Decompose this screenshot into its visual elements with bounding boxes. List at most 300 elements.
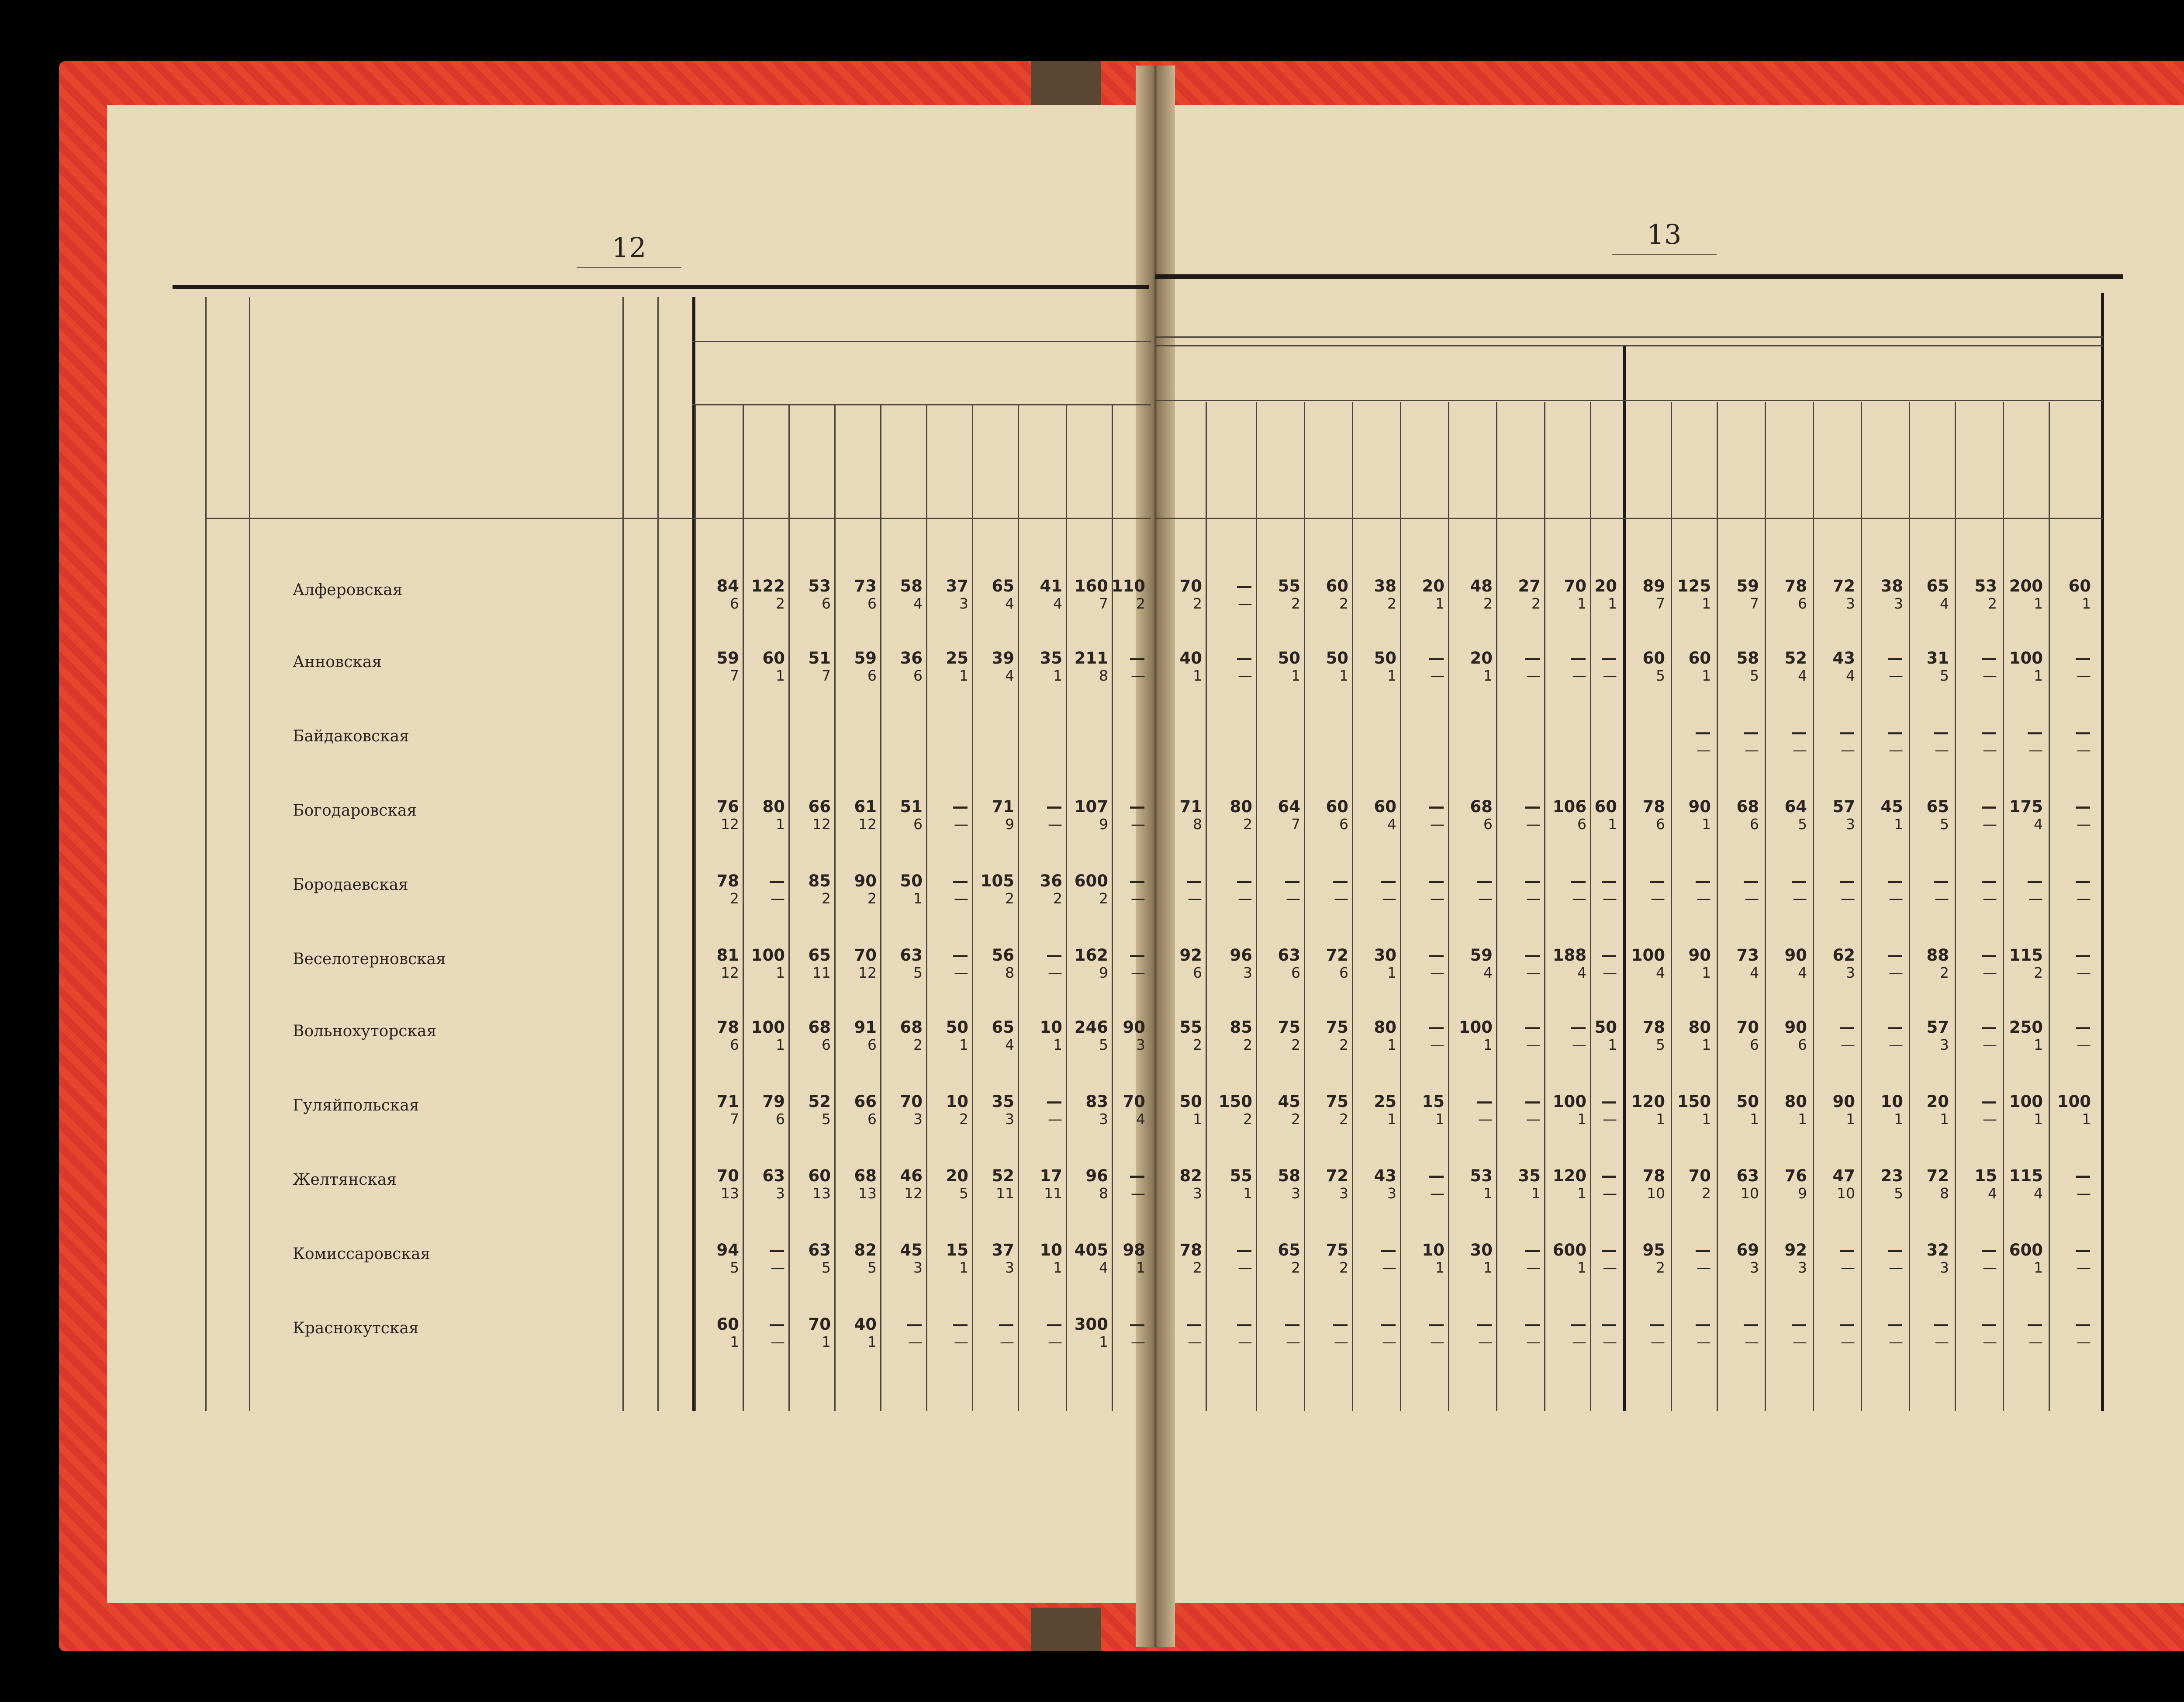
value-average: 20: [1594, 577, 1617, 595]
value-average: —: [1332, 1315, 1348, 1334]
value-average: 63: [762, 1166, 785, 1185]
cell-nadel: [828, 947, 877, 982]
value-average: —: [1236, 577, 1252, 595]
value-average: 115: [2009, 1166, 2043, 1185]
cell-nadel: [828, 872, 877, 907]
value-average: 37: [946, 577, 968, 595]
cell-rented: [1994, 724, 2043, 759]
value-count: —: [1382, 1333, 1396, 1350]
cell-rented: [1710, 798, 1759, 833]
value-average: —: [1380, 872, 1396, 890]
cell-nadel: [965, 1167, 1014, 1202]
value-average: 78: [1784, 577, 1807, 595]
cell-rented: [1758, 1019, 1807, 1054]
value-average: —: [1981, 1092, 1997, 1111]
cell-rented: [1854, 1167, 1903, 1202]
right-page: [1155, 105, 2184, 1603]
value-count: —: [1889, 890, 1903, 907]
value-count: 6: [913, 816, 923, 833]
value-average: 15: [1422, 1092, 1444, 1111]
value-average: 92: [1179, 946, 1202, 965]
value-average: 71: [1179, 797, 1202, 816]
cell-bought: [1203, 578, 1252, 612]
value-average: —: [2075, 946, 2091, 965]
cell-rented: [2042, 1167, 2091, 1202]
value-average: —: [1046, 1092, 1062, 1111]
value-average: 96: [1085, 1166, 1108, 1185]
cell-bought: [1153, 650, 1202, 685]
cell-bought: [1568, 947, 1617, 982]
value-average: 50: [1326, 649, 1348, 668]
cell-bought: [1492, 578, 1541, 612]
value-average: 85: [808, 872, 831, 890]
value-average: 50: [1736, 1092, 1759, 1111]
value-average: 82: [1179, 1166, 1202, 1185]
cell-nadel: [690, 798, 739, 833]
value-average: 80: [1374, 1018, 1396, 1037]
value-count: 4: [2034, 816, 2043, 833]
value-count: 1: [776, 964, 785, 981]
value-average: 68: [808, 1018, 831, 1037]
cell-nadel: [965, 872, 1014, 907]
column-divider: [657, 404, 659, 1411]
district-name-text: Краснокутская: [293, 1319, 422, 1337]
cell-rented: [1662, 798, 1711, 833]
value-average: —: [1887, 946, 1903, 965]
value-count: 1: [1053, 1259, 1062, 1276]
cell-nadel: [828, 650, 877, 685]
value-count: 9: [1005, 816, 1014, 833]
cell-rented: [1616, 1167, 1665, 1202]
value-count: —: [1983, 890, 1997, 907]
value-count: —: [2077, 816, 2091, 833]
value-average: —: [1524, 1018, 1541, 1037]
value-average: 58: [900, 577, 923, 595]
value-average: 600: [1552, 1241, 1586, 1259]
cell-bought: [1251, 1316, 1300, 1351]
value-average: 80: [1688, 1018, 1711, 1037]
value-count: 1: [1483, 667, 1493, 684]
cell-rented: [1948, 1093, 1997, 1128]
cell-nadel: [874, 578, 923, 612]
district-name: [293, 1319, 618, 1337]
value-count: —: [1131, 1333, 1145, 1350]
value-average: —: [1524, 1241, 1541, 1259]
cell-nadel: [782, 798, 831, 833]
header-rule-right: [1155, 274, 2123, 279]
value-average: —: [1887, 1315, 1903, 1334]
value-average: 53: [808, 577, 831, 595]
value-average: 56: [992, 946, 1014, 965]
value-count: 5: [1940, 816, 1949, 833]
value-count: 1: [776, 1036, 785, 1053]
cell-rented: [1710, 578, 1759, 612]
cell-rented: [1948, 872, 1997, 907]
value-average: —: [1236, 1315, 1252, 1334]
cell-rented: [1710, 724, 1759, 759]
value-average: —: [1839, 723, 1855, 742]
cell-bought: [1348, 1167, 1396, 1202]
cell-rented: [1758, 724, 1807, 759]
value-average: —: [952, 797, 968, 816]
value-count: 12: [904, 1185, 923, 1202]
cell-bought: [1444, 1316, 1493, 1351]
value-average: 59: [716, 649, 739, 668]
value-count: 7: [1750, 595, 1759, 612]
value-count: 10: [1647, 1185, 1665, 1202]
value-count: 3: [1846, 964, 1855, 981]
value-average: 70: [1736, 1018, 1759, 1037]
value-count: —: [1286, 1333, 1300, 1350]
value-count: 3: [1291, 1185, 1300, 1202]
value-count: 4: [1053, 595, 1062, 612]
value-count: —: [1889, 1259, 1903, 1276]
cell-rented: [1854, 1242, 1903, 1276]
value-average: —: [1601, 1315, 1617, 1334]
district-name-text: Веселотерновская: [293, 950, 449, 968]
value-average: —: [1887, 1241, 1903, 1259]
cell-nadel: [874, 798, 923, 833]
cell-bought: [1348, 947, 1396, 982]
cell-bought: [1203, 650, 1252, 685]
cell-bought: [1396, 1167, 1444, 1202]
cell-bought: [1348, 650, 1396, 685]
value-average: 100: [1552, 1092, 1586, 1111]
value-count: 2: [1099, 890, 1108, 907]
value-average: 76: [716, 797, 739, 816]
value-average: —: [1981, 723, 1997, 742]
value-count: 6: [1750, 816, 1759, 833]
value-count: 2: [1243, 816, 1252, 833]
value-count: 13: [812, 1185, 831, 1202]
value-count: 1: [913, 890, 923, 907]
value-average: 188: [1552, 946, 1586, 965]
header-divider: [1155, 336, 2103, 338]
value-average: 64: [1784, 797, 1807, 816]
cell-rented: [1758, 1242, 1807, 1276]
value-count: —: [1188, 890, 1202, 907]
value-average: —: [1524, 1092, 1541, 1111]
value-average: 75: [1326, 1241, 1348, 1259]
cell-bought: [1492, 1242, 1541, 1276]
value-count: 1: [1053, 667, 1062, 684]
value-average: —: [1524, 649, 1541, 668]
value-count: 5: [1656, 1036, 1665, 1053]
value-count: 3: [1894, 595, 1903, 612]
value-count: 6: [776, 1110, 785, 1128]
cell-bought: [1153, 1093, 1202, 1128]
cell-nadel: [1013, 1019, 1062, 1054]
value-average: —: [2075, 872, 2091, 890]
value-count: —: [1983, 1333, 1997, 1350]
value-count: —: [1935, 890, 1949, 907]
value-average: 68: [1470, 797, 1493, 816]
value-count: 2: [1339, 1259, 1348, 1276]
value-average: —: [1332, 872, 1348, 890]
cell-bought: [1568, 1316, 1617, 1351]
value-count: —: [1983, 741, 1997, 758]
cell-bought: [1251, 1167, 1300, 1202]
cell-nadel: [782, 872, 831, 907]
value-count: —: [954, 1333, 968, 1350]
value-average: 40: [854, 1315, 877, 1334]
value-count: —: [1430, 1036, 1444, 1053]
value-average: 100: [2009, 649, 2043, 668]
value-count: 8: [1099, 667, 1108, 684]
value-count: —: [1745, 741, 1759, 758]
cell-nadel: [1096, 1093, 1145, 1128]
value-count: 3: [1099, 1110, 1108, 1128]
header-divider: [692, 341, 1151, 342]
value-average: 60: [762, 649, 785, 668]
value-average: —: [1601, 872, 1617, 890]
value-average: 58: [1736, 649, 1759, 668]
value-average: —: [2027, 872, 2043, 890]
value-count: 2: [1291, 1110, 1300, 1128]
value-average: —: [1236, 649, 1252, 668]
value-count: —: [1430, 890, 1444, 907]
value-count: —: [1841, 741, 1855, 758]
value-count: 1: [1339, 667, 1348, 684]
cell-nadel: [919, 1167, 968, 1202]
value-count: —: [2028, 1333, 2043, 1350]
value-average: —: [769, 1315, 785, 1334]
cell-nadel: [690, 872, 739, 907]
cell-bought: [1444, 947, 1493, 982]
cell-bought: [1153, 1019, 1202, 1054]
cell-rented: [1616, 1242, 1665, 1276]
cell-bought: [1568, 578, 1617, 612]
value-count: 2: [1243, 1110, 1252, 1128]
value-average: 10: [946, 1092, 968, 1111]
value-average: —: [1601, 1166, 1617, 1185]
value-average: 30: [1470, 1241, 1493, 1259]
value-average: —: [1129, 1166, 1145, 1185]
value-count: 4: [1750, 964, 1759, 981]
value-average: —: [1601, 649, 1617, 668]
value-count: 4: [2034, 1185, 2043, 1202]
district-name: [293, 653, 618, 671]
value-count: 2: [1291, 1259, 1300, 1276]
cell-rented: [1710, 650, 1759, 685]
value-average: 211: [1074, 649, 1108, 668]
cell-nadel: [690, 1167, 739, 1202]
value-count: —: [1983, 667, 1997, 684]
value-average: 125: [1677, 577, 1711, 595]
value-average: 79: [762, 1092, 785, 1111]
value-average: 70: [1123, 1092, 1145, 1111]
value-count: 3: [1798, 1259, 1807, 1276]
value-count: 3: [959, 595, 968, 612]
value-average: 60: [1594, 797, 1617, 816]
value-average: 106: [1552, 797, 1586, 816]
cell-rented: [1806, 724, 1855, 759]
value-count: 4: [1005, 1036, 1014, 1053]
value-count: 1: [1483, 1259, 1493, 1276]
cell-rented: [1854, 1093, 1903, 1128]
cell-rented: [1758, 1167, 1807, 1202]
cell-nadel: [736, 798, 785, 833]
cell-rented: [2042, 872, 2091, 907]
value-average: 40: [1179, 649, 1202, 668]
cell-bought: [1444, 798, 1493, 833]
cell-nadel: [1096, 798, 1145, 833]
district-name-text: Бородаевская: [293, 876, 411, 894]
value-count: 3: [913, 1259, 923, 1276]
value-average: —: [1129, 649, 1145, 668]
value-average: 84: [716, 577, 739, 595]
value-average: 246: [1074, 1018, 1108, 1037]
value-count: —: [2077, 890, 2091, 907]
value-count: 6: [822, 595, 831, 612]
cell-nadel: [919, 1093, 968, 1128]
value-count: 7: [1656, 595, 1665, 612]
cell-rented: [1900, 1242, 1949, 1276]
value-average: 60: [1688, 649, 1711, 668]
value-average: —: [2075, 723, 2091, 742]
cell-rented: [1854, 650, 1903, 685]
cell-bought: [1492, 1167, 1541, 1202]
value-average: 10: [1040, 1018, 1062, 1037]
value-average: 50: [900, 872, 923, 890]
value-average: —: [1791, 872, 1807, 890]
value-average: —: [1524, 797, 1541, 816]
cell-rented: [1806, 1093, 1855, 1128]
cell-bought: [1251, 578, 1300, 612]
cell-rented: [1758, 872, 1807, 907]
cell-rented: [1806, 1167, 1855, 1202]
value-average: 78: [1179, 1241, 1202, 1259]
value-average: —: [2075, 797, 2091, 816]
cell-rented: [2042, 1316, 2091, 1351]
cell-bought: [1299, 947, 1348, 982]
value-count: —: [1238, 1333, 1252, 1350]
district-name-text: Анновская: [293, 653, 384, 671]
value-average: 70: [1688, 1166, 1711, 1185]
value-average: 66: [854, 1092, 877, 1111]
value-count: 12: [858, 816, 877, 833]
cell-nadel: [736, 578, 785, 612]
value-average: 59: [854, 649, 877, 668]
subheader-divider: [1155, 400, 2103, 401]
cell-nadel: [736, 1167, 785, 1202]
value-count: 1: [1702, 1110, 1711, 1128]
table-right-border: [2101, 293, 2104, 1411]
value-average: —: [2075, 649, 2091, 668]
value-average: —: [1649, 1315, 1665, 1334]
value-count: —: [1572, 890, 1586, 907]
value-average: —: [1570, 872, 1586, 890]
cell-rented: [1710, 1316, 1759, 1351]
value-count: 5: [1798, 816, 1807, 833]
value-average: —: [1570, 1018, 1586, 1037]
value-count: —: [1478, 1110, 1493, 1128]
value-average: 20: [1422, 577, 1444, 595]
cell-bought: [1492, 650, 1541, 685]
value-average: 50: [1179, 1092, 1202, 1111]
cell-nadel: [1013, 798, 1062, 833]
cell-rented: [1900, 724, 1949, 759]
value-count: —: [1526, 1110, 1541, 1128]
value-count: 1: [822, 1333, 831, 1350]
value-average: —: [1428, 946, 1444, 965]
cell-bought: [1568, 798, 1617, 833]
value-count: 5: [1750, 667, 1759, 684]
value-count: —: [2077, 741, 2091, 758]
cell-rented: [1710, 872, 1759, 907]
value-average: 65: [808, 946, 831, 965]
cell-bought: [1299, 1242, 1348, 1276]
cell-nadel: [736, 947, 785, 982]
cell-nadel: [919, 1316, 968, 1351]
cell-rented: [1758, 798, 1807, 833]
district-name-text: Комиссаровская: [293, 1245, 433, 1263]
value-count: —: [1238, 667, 1252, 684]
value-count: 1: [1750, 1110, 1759, 1128]
cell-rented: [1900, 947, 1949, 982]
cell-rented: [2042, 798, 2091, 833]
cell-rented: [1854, 1316, 1903, 1351]
value-count: —: [1131, 890, 1145, 907]
cell-rented: [1994, 1167, 2043, 1202]
value-average: 65: [1926, 797, 1949, 816]
value-average: —: [1981, 1241, 1997, 1259]
cell-rented: [1662, 947, 1711, 982]
cell-nadel: [828, 578, 877, 612]
value-average: 20: [1470, 649, 1493, 668]
cell-bought: [1251, 650, 1300, 685]
value-average: 115: [2009, 946, 2043, 965]
value-average: 52: [808, 1092, 831, 1111]
value-average: 47: [1832, 1166, 1855, 1185]
cell-nadel: [1096, 578, 1145, 612]
cell-bought: [1251, 1093, 1300, 1128]
cell-bought: [1568, 872, 1617, 907]
value-count: 3: [1005, 1259, 1014, 1276]
value-average: —: [1236, 872, 1252, 890]
cell-nadel: [965, 947, 1014, 982]
value-count: —: [2077, 1259, 2091, 1276]
value-average: 68: [900, 1018, 923, 1037]
value-average: 71: [716, 1092, 739, 1111]
value-count: —: [1603, 1259, 1617, 1276]
cell-bought: [1396, 650, 1444, 685]
cell-rented: [1948, 578, 1997, 612]
cell-bought: [1251, 872, 1300, 907]
value-average: 70: [808, 1315, 831, 1334]
cell-rented: [1662, 1316, 1711, 1351]
cell-nadel: [874, 1316, 923, 1351]
value-count: —: [954, 964, 968, 981]
value-average: 66: [808, 797, 831, 816]
value-average: —: [1428, 1018, 1444, 1037]
value-count: 13: [858, 1185, 877, 1202]
value-count: —: [1841, 890, 1855, 907]
value-count: —: [1131, 964, 1145, 981]
value-count: 1: [1387, 964, 1396, 981]
value-average: —: [1186, 1315, 1202, 1334]
value-count: 7: [730, 667, 739, 684]
value-count: 6: [867, 595, 877, 612]
cell-bought: [1444, 1167, 1493, 1202]
value-count: —: [1572, 1036, 1586, 1053]
value-count: 1: [959, 1259, 968, 1276]
cell-nadel: [965, 578, 1014, 612]
value-count: 5: [1940, 667, 1949, 684]
value-average: 90: [1688, 797, 1711, 816]
cell-rented: [1806, 798, 1855, 833]
value-average: 600: [2009, 1241, 2043, 1259]
